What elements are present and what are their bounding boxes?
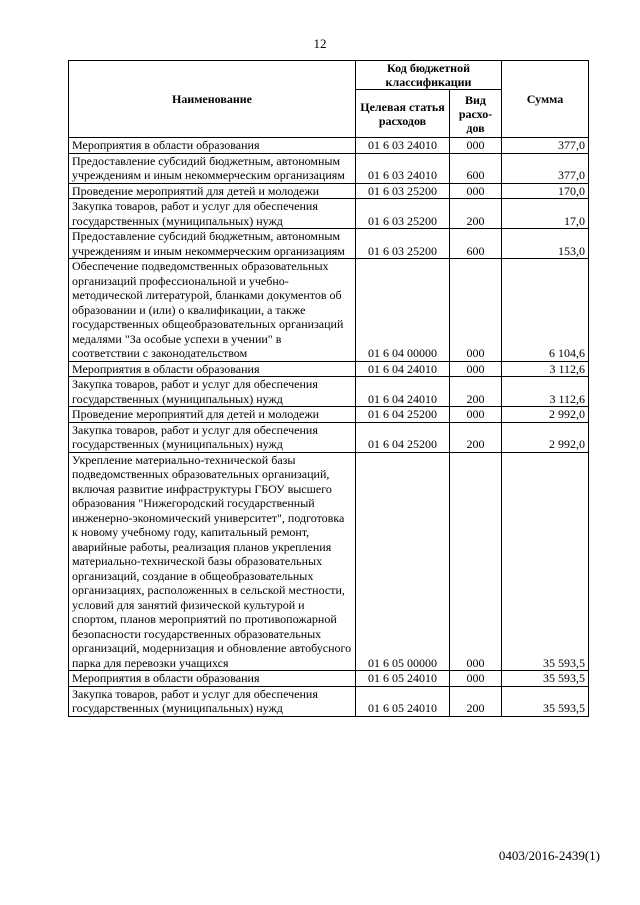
page-number: 12 bbox=[313, 36, 327, 51]
row-type-cell: 200 bbox=[450, 422, 502, 452]
row-type-cell: 000 bbox=[450, 361, 502, 377]
budget-table bbox=[68, 60, 589, 717]
row-sum-cell: 2 992,0 bbox=[502, 407, 589, 423]
table-row bbox=[69, 153, 589, 183]
row-sum-cell: 153,0 bbox=[502, 229, 589, 259]
row-name-cell: Мероприятия в области образования bbox=[69, 671, 356, 687]
table-row bbox=[69, 452, 589, 671]
row-name-cell: Проведение мероприятий для детей и молодежи bbox=[69, 407, 356, 423]
row-name-cell: Укрепление материально-технической базы подведомственных образовательных организаций, включая развитие инфраструктуры ГБОУ высшего образования "Нижегородский государственный инженерно-экономический университет", подготовка к новому учебному году, капитальный ремонт, аварийные работы, реализация планов укрепления материально-технической базы образовательных организаций, создание в общеобразовательных организациях, расположенных в сельской местности, условий для занятий физической культурой и спортом, планов мероприятий по противопожарной безопасности государственных образовательных организаций, модернизация и обновление автобусного парка для перевозки учащихся bbox=[69, 452, 356, 671]
row-code-cell: 01 6 03 24010 bbox=[356, 153, 450, 183]
row-type-cell: 000 bbox=[450, 452, 502, 671]
row-code-cell: 01 6 04 00000 bbox=[356, 259, 450, 362]
row-sum-cell: 35 593,5 bbox=[502, 671, 589, 687]
row-type-cell: 200 bbox=[450, 377, 502, 407]
table-row bbox=[69, 138, 589, 154]
row-sum-cell: 377,0 bbox=[502, 153, 589, 183]
table-row bbox=[69, 671, 589, 687]
row-code-cell: 01 6 03 25200 bbox=[356, 229, 450, 259]
table-row bbox=[69, 199, 589, 229]
row-code-cell: 01 6 05 24010 bbox=[356, 686, 450, 716]
row-code-cell: 01 6 05 24010 bbox=[356, 671, 450, 687]
row-code-cell: 01 6 03 24010 bbox=[356, 138, 450, 154]
row-sum-cell: 35 593,5 bbox=[502, 686, 589, 716]
row-name-cell: Обеспечение подведомственных образовательных организаций профессиональной и учебно-методической литературой, бланками документов об образовании и (или) о квалификации, а также государственных общеобразовательных организаций медалями "За особые успехи в учении" в соответствии с законодательством bbox=[69, 259, 356, 362]
row-name-cell: Закупка товаров, работ и услуг для обеспечения государственных (муниципальных) нужд bbox=[69, 199, 356, 229]
row-code-cell: 01 6 05 00000 bbox=[356, 452, 450, 671]
table-row bbox=[69, 229, 589, 259]
row-sum-cell: 3 112,6 bbox=[502, 361, 589, 377]
row-type-cell: 600 bbox=[450, 153, 502, 183]
header-expense-type: Вид расхо-дов bbox=[450, 90, 502, 138]
table-row bbox=[69, 686, 589, 716]
row-code-cell: 01 6 04 24010 bbox=[356, 361, 450, 377]
header-code-group: Код бюджетной классификации bbox=[356, 61, 502, 90]
row-name-cell: Проведение мероприятий для детей и молодежи bbox=[69, 183, 356, 199]
row-type-cell: 200 bbox=[450, 199, 502, 229]
table-row bbox=[69, 377, 589, 407]
row-sum-cell: 170,0 bbox=[502, 183, 589, 199]
row-sum-cell: 6 104,6 bbox=[502, 259, 589, 362]
row-sum-cell: 377,0 bbox=[502, 138, 589, 154]
row-sum-cell: 35 593,5 bbox=[502, 452, 589, 671]
row-name-cell: Закупка товаров, работ и услуг для обеспечения государственных (муниципальных) нужд bbox=[69, 686, 356, 716]
header-target-article: Целевая статья расходов bbox=[356, 90, 450, 138]
table-row bbox=[69, 361, 589, 377]
table-row bbox=[69, 422, 589, 452]
table-body bbox=[69, 138, 589, 717]
row-sum-cell: 3 112,6 bbox=[502, 377, 589, 407]
row-sum-cell: 17,0 bbox=[502, 199, 589, 229]
row-code-cell: 01 6 03 25200 bbox=[356, 199, 450, 229]
document-code: 0403/2016-2439(1) bbox=[498, 848, 600, 863]
header-name: Наименование bbox=[69, 61, 356, 138]
row-name-cell: Закупка товаров, работ и услуг для обеспечения государственных (муниципальных) нужд bbox=[69, 422, 356, 452]
row-name-cell: Предоставление субсидий бюджетным, автономным учреждениям и иным некоммерческим организациям bbox=[69, 153, 356, 183]
row-name-cell: Мероприятия в области образования bbox=[69, 138, 356, 154]
row-name-cell: Мероприятия в области образования bbox=[69, 361, 356, 377]
header-sum: Сумма bbox=[502, 61, 589, 138]
table-row bbox=[69, 183, 589, 199]
row-type-cell: 000 bbox=[450, 183, 502, 199]
row-code-cell: 01 6 04 24010 bbox=[356, 377, 450, 407]
row-code-cell: 01 6 04 25200 bbox=[356, 422, 450, 452]
row-code-cell: 01 6 04 25200 bbox=[356, 407, 450, 423]
table-row bbox=[69, 259, 589, 362]
row-code-cell: 01 6 03 25200 bbox=[356, 183, 450, 199]
table-row bbox=[69, 407, 589, 423]
row-type-cell: 200 bbox=[450, 686, 502, 716]
row-sum-cell: 2 992,0 bbox=[502, 422, 589, 452]
row-type-cell: 000 bbox=[450, 407, 502, 423]
row-type-cell: 000 bbox=[450, 259, 502, 362]
row-type-cell: 600 bbox=[450, 229, 502, 259]
row-name-cell: Предоставление субсидий бюджетным, автономным учреждениям и иным некоммерческим организациям bbox=[69, 229, 356, 259]
row-name-cell: Закупка товаров, работ и услуг для обеспечения государственных (муниципальных) нужд bbox=[69, 377, 356, 407]
row-type-cell: 000 bbox=[450, 671, 502, 687]
row-type-cell: 000 bbox=[450, 138, 502, 154]
